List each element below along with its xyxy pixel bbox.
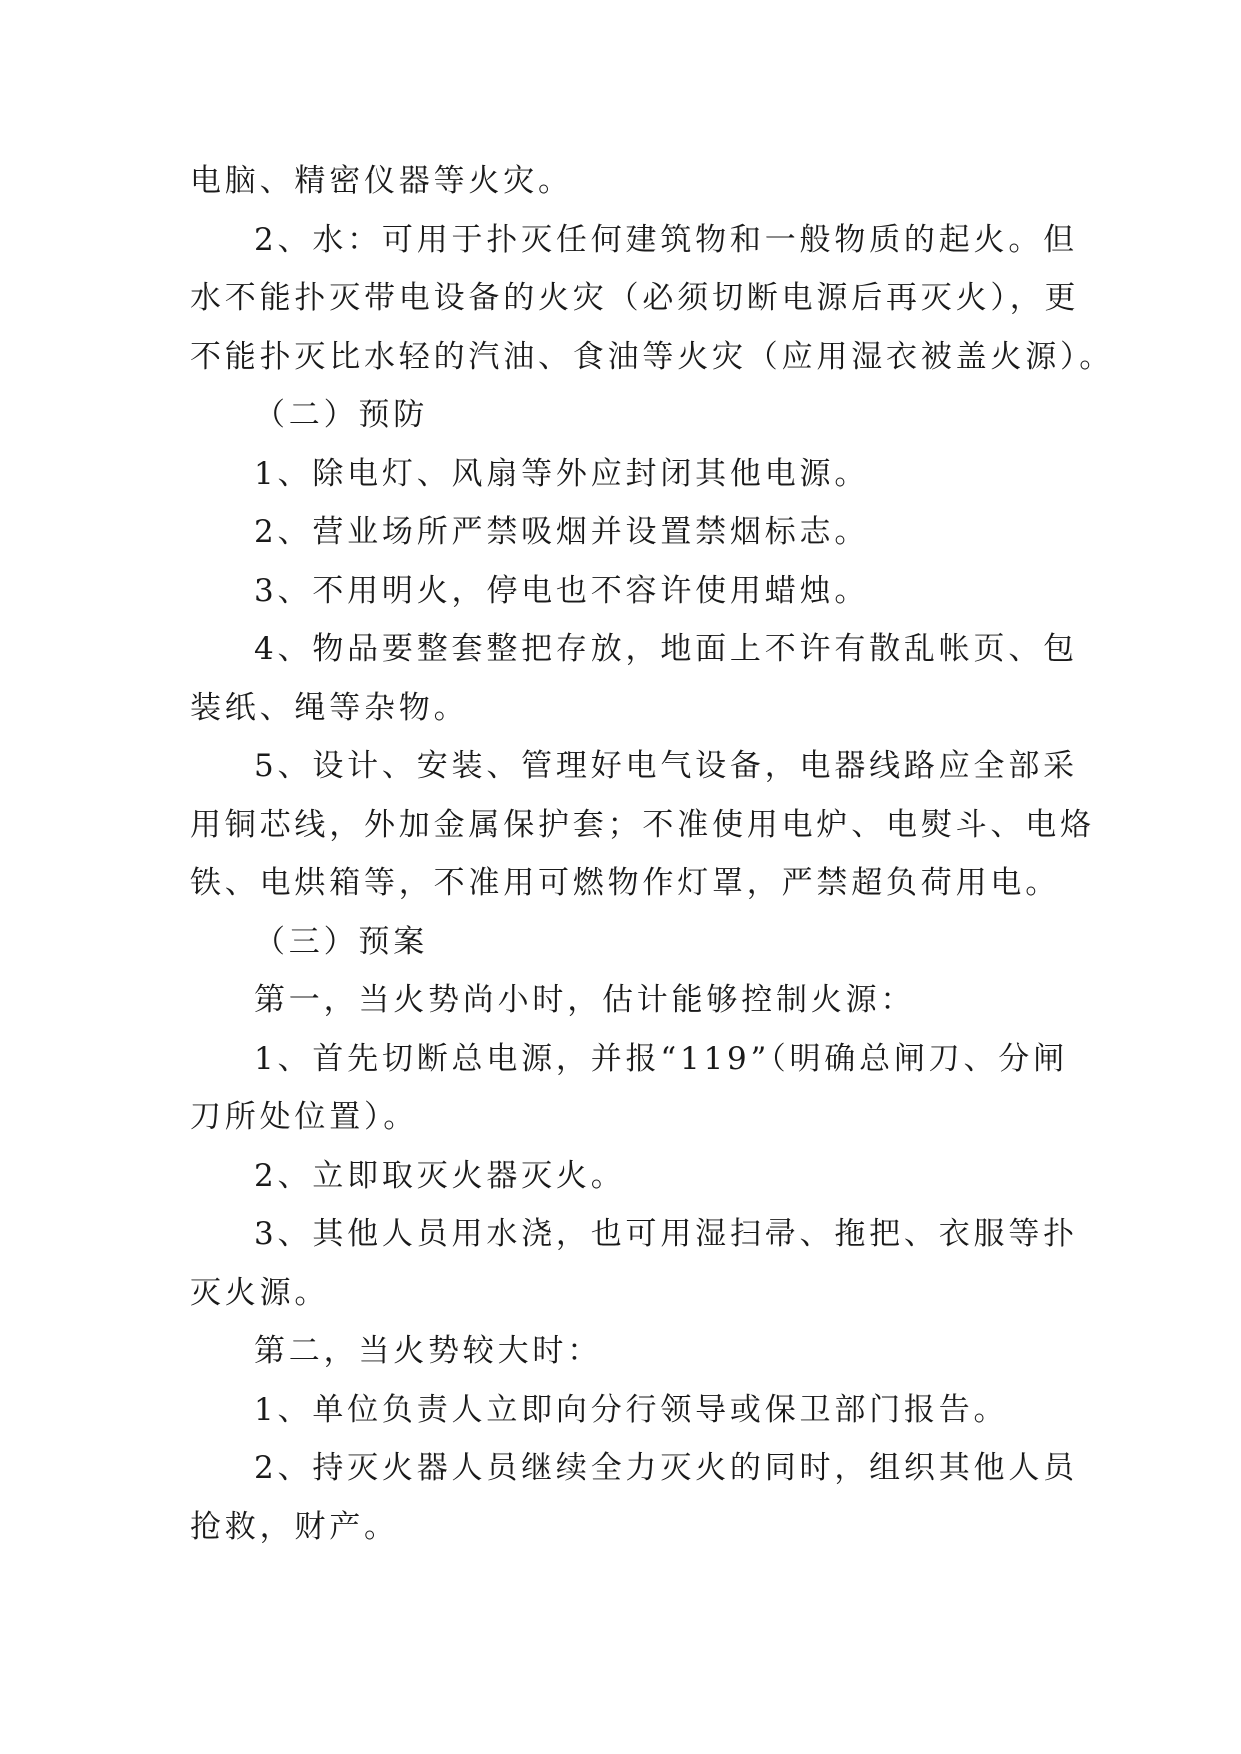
text-line: 第一，当火势尚小时，估计能够控制火源： (254, 982, 916, 1018)
text-line: 1、单位负责人立即向分行领导或保卫部门报告。 (254, 1391, 1009, 1428)
text-line: 4、物品要整套整把存放，地面上不许有散乱帐页、包 (254, 631, 1078, 667)
text-line: 3、不用明火，停电也不容许使用蜡烛。 (254, 572, 870, 609)
text-line: 水不能扑灭带电设备的火灾（必须切断电源后再灭火），更 (190, 280, 1080, 316)
text-line: 第二，当火势较大时： (254, 1333, 602, 1369)
text-line: 1、除电灯、风扇等外应封闭其他电源。 (254, 455, 870, 492)
text-line: 用铜芯线，外加金属保护套；不准使用电炉、电熨斗、电烙 (190, 806, 1095, 843)
text-line: 2、持灭火器人员继续全力灭火的同时，组织其他人员 (254, 1450, 1078, 1486)
text-line: 2、营业场所严禁吸烟并设置禁烟标志。 (254, 514, 870, 550)
text-line: 装纸、绳等杂物。 (190, 689, 469, 726)
text-line: 2、水：可用于扑灭任何建筑物和一般物质的起火。但 (254, 221, 1078, 258)
text-line: 2、立即取灭火器灭火。 (254, 1157, 626, 1194)
text-line: 刀所处位置）。 (190, 1099, 419, 1135)
text-line: 电脑、精密仪器等火灾。 (190, 163, 573, 199)
section-heading-prevention: （二）预防 (254, 397, 428, 433)
section-heading-plan: （三）预案 (254, 923, 428, 960)
text-line: 3、其他人员用水浇，也可用湿扫帚、拖把、衣服等扑 (254, 1216, 1078, 1252)
text-line: 灭火源。 (190, 1274, 330, 1311)
text-line: 5、设计、安装、管理好电气设备，电器线路应全部采 (254, 748, 1078, 784)
document-body (190, 152, 1115, 1556)
text-line: 1、首先切断总电源，并报“119”（明确总闸刀、分闸 (254, 1040, 1068, 1077)
text-line: 铁、电烘箱等，不准用可燃物作灯罩，严禁超负荷用电。 (190, 865, 1060, 901)
text-line: 不能扑灭比水轻的汽油、食油等火灾（应用湿衣被盖火源）。 (190, 338, 1115, 375)
text-line: 抢救，财产。 (190, 1508, 399, 1545)
